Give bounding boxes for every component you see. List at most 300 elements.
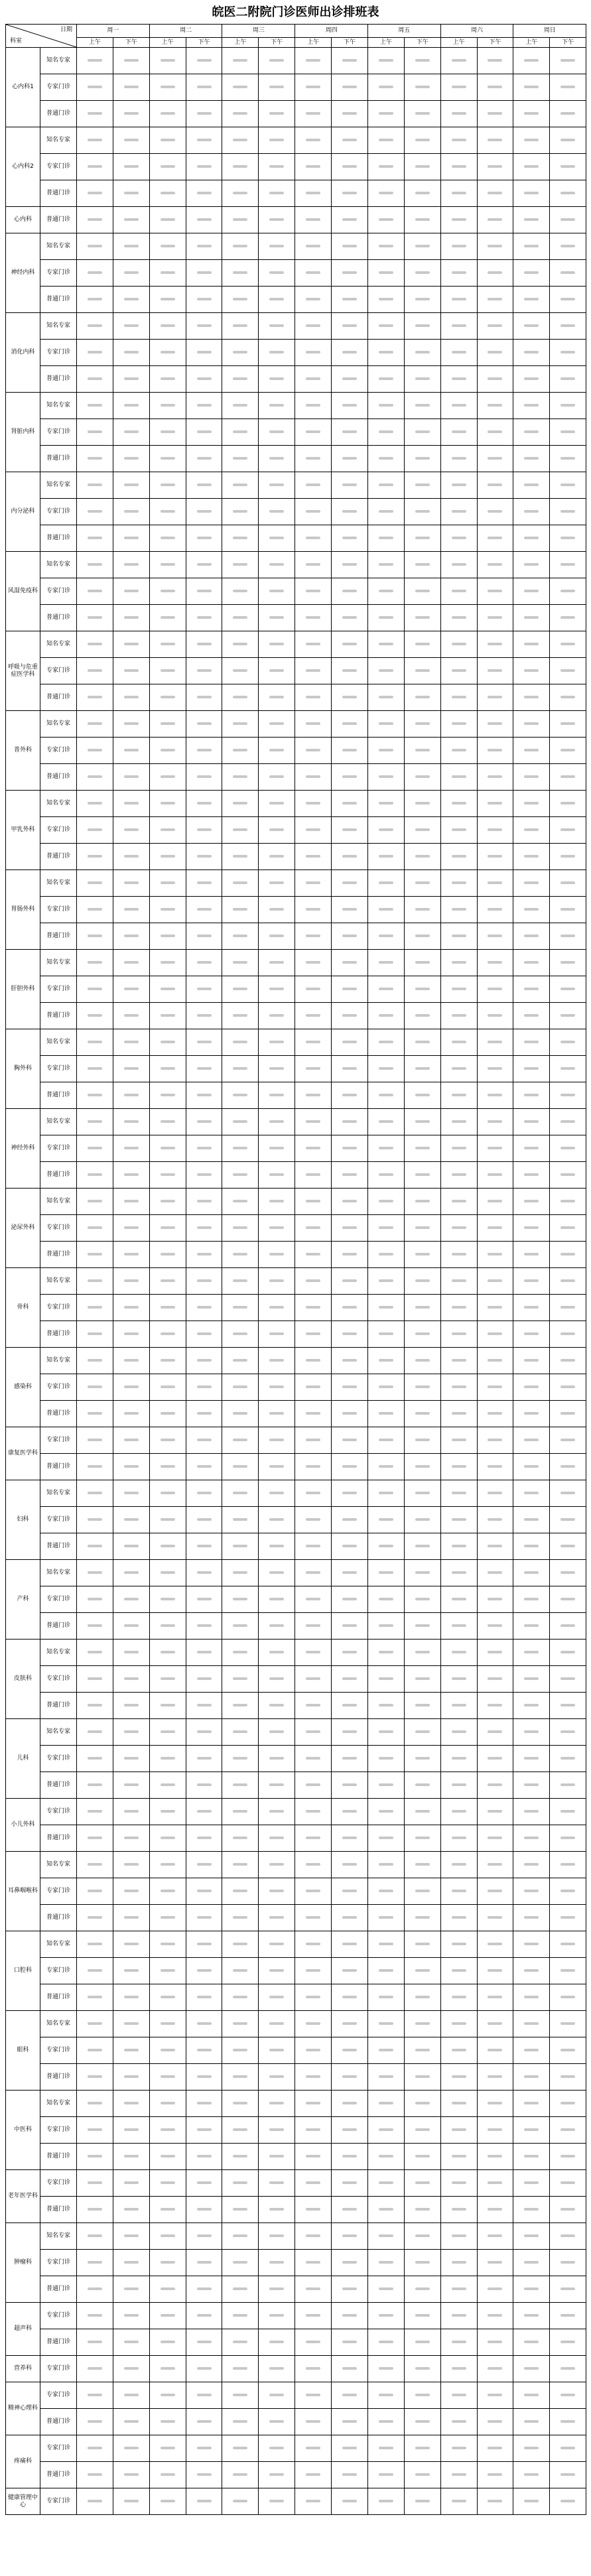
schedule-cell: [77, 2488, 113, 2515]
schedule-cell: [477, 499, 513, 525]
schedule-cell: [367, 287, 404, 313]
schedule-cell: [440, 1082, 477, 1109]
schedule-cell: [186, 2409, 222, 2435]
schedule-cell: [367, 2117, 404, 2144]
schedule-cell: [186, 1454, 222, 1480]
schedule-row: [6, 287, 586, 313]
clinic-type: 普通门诊: [40, 1905, 77, 1931]
schedule-cell: [259, 2488, 295, 2515]
schedule-cell: [440, 1984, 477, 2011]
clinic-type: 专家门诊: [40, 1507, 77, 1533]
schedule-cell: [550, 2435, 586, 2462]
clinic-type: 专家门诊: [40, 2488, 77, 2515]
schedule-row: [6, 74, 586, 101]
schedule-row: [6, 2011, 586, 2037]
schedule-cell: [367, 1454, 404, 1480]
schedule-cell: [477, 738, 513, 764]
schedule-cell: [404, 2435, 440, 2462]
schedule-cell: [77, 2462, 113, 2488]
schedule-cell: [550, 1348, 586, 1374]
schedule-cell: [367, 2091, 404, 2117]
clinic-type: 知名专家: [40, 1560, 77, 1586]
schedule-cell: [367, 180, 404, 207]
schedule-cell: [295, 1613, 332, 1640]
schedule-cell: [513, 1427, 550, 1454]
schedule-cell: [222, 1746, 259, 1772]
schedule-cell: [513, 631, 550, 658]
schedule-row: [6, 340, 586, 366]
schedule-cell: [295, 1082, 332, 1109]
schedule-cell: [222, 2276, 259, 2303]
half-day-header: 下午: [332, 38, 368, 48]
schedule-cell: [477, 313, 513, 340]
schedule-cell: [440, 1825, 477, 1852]
schedule-row: [6, 1295, 586, 1321]
schedule-cell: [149, 1586, 186, 1613]
schedule-cell: [550, 791, 586, 817]
schedule-cell: [77, 950, 113, 976]
schedule-cell: [186, 738, 222, 764]
schedule-cell: [367, 1825, 404, 1852]
schedule-cell: [113, 2276, 149, 2303]
schedule-cell: [77, 2329, 113, 2356]
schedule-cell: [404, 1189, 440, 1215]
schedule-cell: [186, 1082, 222, 1109]
schedule-row: [6, 738, 586, 764]
schedule-cell: [332, 1374, 368, 1401]
schedule-cell: [259, 127, 295, 154]
schedule-cell: [222, 1507, 259, 1533]
schedule-cell: [259, 1029, 295, 1056]
schedule-cell: [550, 1374, 586, 1401]
schedule-cell: [149, 1268, 186, 1295]
schedule-cell: [404, 1640, 440, 1666]
schedule-cell: [404, 791, 440, 817]
schedule-cell: [332, 48, 368, 74]
schedule-cell: [367, 366, 404, 393]
schedule-cell: [222, 2117, 259, 2144]
schedule-cell: [186, 1401, 222, 1427]
schedule-cell: [186, 2197, 222, 2223]
schedule-cell: [222, 1454, 259, 1480]
schedule-cell: [113, 1215, 149, 1242]
clinic-type: 普通门诊: [40, 764, 77, 791]
schedule-cell: [259, 2276, 295, 2303]
schedule-cell: [222, 1268, 259, 1295]
schedule-cell: [259, 419, 295, 446]
schedule-cell: [367, 2250, 404, 2276]
schedule-cell: [332, 1401, 368, 1427]
schedule-cell: [367, 1374, 404, 1401]
day-header: 周一: [77, 25, 150, 38]
schedule-cell: [477, 472, 513, 499]
schedule-cell: [404, 1693, 440, 1719]
clinic-type: 知名专家: [40, 1348, 77, 1374]
clinic-type: 普通门诊: [40, 287, 77, 313]
schedule-cell: [550, 127, 586, 154]
schedule-cell: [113, 1295, 149, 1321]
schedule-cell: [295, 2276, 332, 2303]
schedule-cell: [149, 1348, 186, 1374]
schedule-cell: [477, 1401, 513, 1427]
schedule-cell: [404, 287, 440, 313]
schedule-cell: [404, 1772, 440, 1799]
schedule-cell: [477, 2223, 513, 2250]
schedule-row: [6, 1401, 586, 1427]
schedule-cell: [513, 1082, 550, 1109]
schedule-cell: [332, 472, 368, 499]
schedule-cell: [186, 446, 222, 472]
schedule-cell: [77, 1480, 113, 1507]
schedule-cell: [77, 2117, 113, 2144]
schedule-cell: [295, 1215, 332, 1242]
schedule-cell: [295, 154, 332, 180]
schedule-cell: [550, 950, 586, 976]
schedule-cell: [149, 1746, 186, 1772]
schedule-cell: [149, 791, 186, 817]
schedule-cell: [295, 2117, 332, 2144]
schedule-cell: [404, 658, 440, 684]
schedule-cell: [367, 1586, 404, 1613]
schedule-cell: [259, 1533, 295, 1560]
schedule-cell: [149, 2011, 186, 2037]
clinic-type: 普通门诊: [40, 2329, 77, 2356]
clinic-type: 专家门诊: [40, 817, 77, 844]
schedule-cell: [404, 1215, 440, 1242]
half-day-header: 上午: [367, 38, 404, 48]
schedule-cell: [332, 287, 368, 313]
schedule-cell: [295, 1799, 332, 1825]
schedule-cell: [404, 2064, 440, 2091]
schedule-cell: [259, 1295, 295, 1321]
schedule-row: [6, 1109, 586, 1135]
schedule-cell: [513, 154, 550, 180]
schedule-cell: [259, 1852, 295, 1878]
schedule-cell: [404, 233, 440, 260]
schedule-cell: [440, 923, 477, 950]
schedule-cell: [550, 1507, 586, 1533]
schedule-cell: [332, 1799, 368, 1825]
schedule-cell: [440, 817, 477, 844]
schedule-cell: [477, 2037, 513, 2064]
schedule-cell: [295, 2488, 332, 2515]
schedule-row: [6, 48, 586, 74]
schedule-cell: [513, 419, 550, 446]
schedule-cell: [367, 446, 404, 472]
schedule-cell: [259, 2037, 295, 2064]
schedule-cell: [440, 1931, 477, 1958]
schedule-cell: [367, 1533, 404, 1560]
schedule-cell: [477, 1852, 513, 1878]
schedule-cell: [222, 393, 259, 419]
schedule-cell: [367, 1931, 404, 1958]
clinic-type: 普通门诊: [40, 207, 77, 233]
schedule-cell: [367, 1162, 404, 1189]
schedule-cell: [477, 1825, 513, 1852]
schedule-cell: [477, 260, 513, 287]
schedule-cell: [77, 446, 113, 472]
schedule-cell: [404, 313, 440, 340]
schedule-cell: [332, 366, 368, 393]
schedule-cell: [149, 2197, 186, 2223]
schedule-cell: [477, 605, 513, 631]
schedule-cell: [222, 1905, 259, 1931]
schedule-cell: [477, 1189, 513, 1215]
schedule-cell: [77, 1215, 113, 1242]
schedule-cell: [77, 2409, 113, 2435]
schedule-cell: [186, 711, 222, 738]
department-name: 口腔科: [6, 1931, 40, 2011]
schedule-cell: [113, 2462, 149, 2488]
schedule-cell: [295, 1905, 332, 1931]
schedule-cell: [332, 2276, 368, 2303]
schedule-cell: [259, 578, 295, 605]
schedule-cell: [77, 1640, 113, 1666]
schedule-cell: [186, 2117, 222, 2144]
schedule-cell: [332, 1984, 368, 2011]
schedule-cell: [149, 923, 186, 950]
schedule-cell: [550, 1931, 586, 1958]
clinic-type: 知名专家: [40, 2011, 77, 2037]
clinic-type: 知名专家: [40, 791, 77, 817]
schedule-cell: [440, 2462, 477, 2488]
schedule-cell: [440, 1189, 477, 1215]
schedule-cell: [332, 1746, 368, 1772]
schedule-cell: [186, 366, 222, 393]
schedule-cell: [186, 1825, 222, 1852]
schedule-cell: [404, 1533, 440, 1560]
schedule-cell: [149, 499, 186, 525]
schedule-cell: [440, 631, 477, 658]
schedule-cell: [113, 2409, 149, 2435]
schedule-cell: [149, 366, 186, 393]
schedule-cell: [440, 2170, 477, 2197]
schedule-cell: [513, 101, 550, 127]
clinic-type: 专家门诊: [40, 897, 77, 923]
schedule-cell: [149, 1374, 186, 1401]
schedule-cell: [332, 1082, 368, 1109]
schedule-cell: [477, 2276, 513, 2303]
schedule-cell: [513, 684, 550, 711]
clinic-type: 普通门诊: [40, 2064, 77, 2091]
schedule-cell: [513, 1878, 550, 1905]
schedule-cell: [186, 2488, 222, 2515]
schedule-cell: [404, 1029, 440, 1056]
schedule-cell: [222, 976, 259, 1003]
schedule-cell: [295, 1109, 332, 1135]
schedule-cell: [77, 711, 113, 738]
schedule-cell: [440, 1348, 477, 1374]
schedule-cell: [404, 844, 440, 870]
schedule-cell: [113, 340, 149, 366]
schedule-cell: [222, 525, 259, 552]
schedule-cell: [367, 791, 404, 817]
schedule-row: [6, 764, 586, 791]
schedule-cell: [77, 1348, 113, 1374]
schedule-cell: [513, 1560, 550, 1586]
schedule-cell: [113, 393, 149, 419]
schedule-cell: [404, 154, 440, 180]
schedule-cell: [259, 923, 295, 950]
schedule-cell: [295, 2037, 332, 2064]
schedule-cell: [77, 1135, 113, 1162]
schedule-cell: [513, 1772, 550, 1799]
schedule-cell: [259, 207, 295, 233]
schedule-cell: [477, 711, 513, 738]
schedule-cell: [367, 631, 404, 658]
schedule-cell: [222, 2091, 259, 2117]
schedule-row: [6, 1772, 586, 1799]
schedule-cell: [149, 2303, 186, 2329]
schedule-cell: [113, 2117, 149, 2144]
schedule-cell: [404, 684, 440, 711]
schedule-cell: [513, 2197, 550, 2223]
schedule-cell: [440, 499, 477, 525]
schedule-cell: [440, 950, 477, 976]
schedule-cell: [222, 48, 259, 74]
schedule-cell: [404, 340, 440, 366]
schedule-cell: [259, 1746, 295, 1772]
schedule-cell: [513, 1189, 550, 1215]
schedule-cell: [113, 1984, 149, 2011]
schedule-cell: [440, 764, 477, 791]
schedule-cell: [440, 2091, 477, 2117]
schedule-cell: [222, 817, 259, 844]
schedule-cell: [295, 446, 332, 472]
schedule-cell: [477, 340, 513, 366]
clinic-type: 知名专家: [40, 233, 77, 260]
schedule-cell: [222, 1162, 259, 1189]
schedule-cell: [295, 1135, 332, 1162]
schedule-cell: [440, 1427, 477, 1454]
schedule-row: [6, 817, 586, 844]
schedule-cell: [513, 2091, 550, 2117]
schedule-row: [6, 260, 586, 287]
schedule-cell: [550, 2382, 586, 2409]
schedule-cell: [186, 287, 222, 313]
schedule-cell: [440, 1533, 477, 1560]
schedule-cell: [367, 472, 404, 499]
schedule-cell: [404, 2011, 440, 2037]
schedule-cell: [295, 180, 332, 207]
schedule-cell: [440, 791, 477, 817]
schedule-cell: [404, 2303, 440, 2329]
schedule-cell: [513, 233, 550, 260]
schedule-cell: [186, 2250, 222, 2276]
schedule-cell: [440, 260, 477, 287]
schedule-cell: [259, 817, 295, 844]
schedule-row: [6, 1666, 586, 1693]
schedule-cell: [295, 711, 332, 738]
schedule-cell: [440, 2250, 477, 2276]
schedule-cell: [259, 1348, 295, 1374]
schedule-cell: [332, 1056, 368, 1082]
schedule-cell: [222, 1374, 259, 1401]
schedule-cell: [367, 1984, 404, 2011]
schedule-cell: [259, 1693, 295, 1719]
schedule-cell: [477, 2197, 513, 2223]
schedule-cell: [259, 2091, 295, 2117]
schedule-cell: [186, 419, 222, 446]
schedule-cell: [513, 2011, 550, 2037]
schedule-row: [6, 233, 586, 260]
schedule-cell: [222, 1878, 259, 1905]
schedule-cell: [404, 1295, 440, 1321]
schedule-cell: [332, 340, 368, 366]
schedule-cell: [440, 1109, 477, 1135]
schedule-cell: [477, 2144, 513, 2170]
schedule-row: [6, 870, 586, 897]
schedule-cell: [477, 950, 513, 976]
schedule-cell: [77, 976, 113, 1003]
schedule-cell: [77, 2144, 113, 2170]
schedule-cell: [295, 1719, 332, 1746]
schedule-cell: [259, 446, 295, 472]
clinic-type: 普通门诊: [40, 1984, 77, 2011]
clinic-type: 知名专家: [40, 1268, 77, 1295]
schedule-cell: [550, 1082, 586, 1109]
department-name: 甲乳外科: [6, 791, 40, 870]
schedule-cell: [295, 1401, 332, 1427]
schedule-cell: [477, 1507, 513, 1533]
department-name: 神经外科: [6, 1109, 40, 1189]
schedule-cell: [113, 631, 149, 658]
schedule-cell: [113, 1189, 149, 1215]
schedule-cell: [550, 340, 586, 366]
schedule-cell: [404, 1825, 440, 1852]
schedule-cell: [77, 1109, 113, 1135]
schedule-cell: [332, 207, 368, 233]
schedule-cell: [149, 1825, 186, 1852]
schedule-cell: [477, 1454, 513, 1480]
schedule-cell: [186, 950, 222, 976]
schedule-cell: [149, 2091, 186, 2117]
schedule-cell: [367, 1242, 404, 1268]
schedule-cell: [113, 684, 149, 711]
schedule-cell: [477, 1693, 513, 1719]
schedule-cell: [550, 207, 586, 233]
schedule-cell: [77, 260, 113, 287]
schedule-cell: [113, 48, 149, 74]
schedule-cell: [259, 74, 295, 101]
schedule-cell: [149, 1852, 186, 1878]
schedule-cell: [77, 2382, 113, 2409]
department-name: 老年医学科: [6, 2170, 40, 2223]
schedule-cell: [367, 1878, 404, 1905]
schedule-cell: [149, 1693, 186, 1719]
schedule-cell: [186, 1666, 222, 1693]
schedule-cell: [513, 2117, 550, 2144]
department-name: 中医科: [6, 2091, 40, 2170]
schedule-cell: [77, 870, 113, 897]
clinic-type: 知名专家: [40, 1640, 77, 1666]
schedule-cell: [186, 1507, 222, 1533]
schedule-cell: [367, 923, 404, 950]
schedule-cell: [113, 525, 149, 552]
schedule-cell: [113, 499, 149, 525]
schedule-cell: [367, 2011, 404, 2037]
schedule-row: [6, 1905, 586, 1931]
schedule-cell: [332, 1454, 368, 1480]
schedule-cell: [367, 2462, 404, 2488]
schedule-cell: [513, 2037, 550, 2064]
schedule-cell: [404, 1135, 440, 1162]
schedule-cell: [440, 2356, 477, 2382]
schedule-cell: [259, 154, 295, 180]
schedule-cell: [186, 2435, 222, 2462]
schedule-cell: [113, 1533, 149, 1560]
schedule-cell: [186, 48, 222, 74]
